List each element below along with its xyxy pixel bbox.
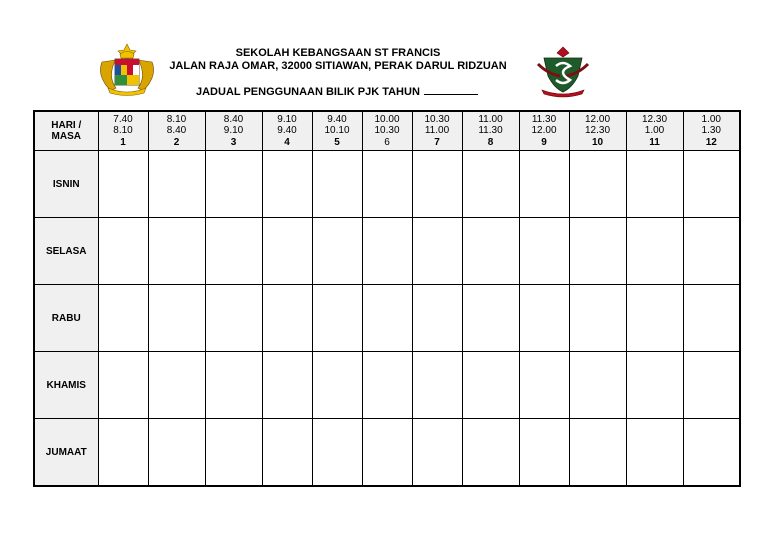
period-end-time: 11.00 [424, 125, 450, 137]
schedule-cell[interactable] [262, 352, 312, 419]
period-end-time: 10.10 [324, 125, 350, 137]
period-start-time: 9.10 [277, 113, 297, 125]
schedule-cell[interactable] [262, 218, 312, 285]
day-time-corner-cell [34, 111, 98, 151]
period-start-time: 11.30 [531, 113, 557, 125]
schedule-cell[interactable] [569, 352, 626, 419]
schedule-cell[interactable] [519, 151, 569, 218]
period-start-time: 10.00 [374, 113, 400, 125]
schedule-cell[interactable] [569, 151, 626, 218]
schedule-cell[interactable] [569, 285, 626, 352]
period-header-11 [626, 111, 683, 151]
schedule-cell[interactable] [148, 285, 205, 352]
schedule-cell[interactable] [98, 352, 148, 419]
schedule-cell[interactable] [462, 352, 519, 419]
schedule-cell[interactable] [148, 352, 205, 419]
schedule-cell[interactable] [205, 218, 262, 285]
schedule-cell[interactable] [519, 218, 569, 285]
schedule-cell[interactable] [462, 419, 519, 486]
schedule-cell[interactable] [98, 285, 148, 352]
period-start-time: 8.40 [223, 113, 244, 125]
timetable [33, 110, 741, 487]
schedule-cell[interactable] [205, 419, 262, 486]
corner-label-line2: MASA [51, 131, 81, 142]
school-crest-icon [534, 44, 592, 100]
schedule-cell[interactable] [205, 151, 262, 218]
day-label: JUMAAT [34, 419, 98, 486]
period-number: 12 [705, 136, 717, 148]
period-end-time: 8.10 [113, 125, 133, 137]
period-header-12 [683, 111, 740, 151]
schedule-cell[interactable] [262, 419, 312, 486]
schedule-cell[interactable] [98, 419, 148, 486]
schedule-cell[interactable] [626, 352, 683, 419]
period-number: 2 [173, 136, 180, 148]
period-start-time: 9.40 [327, 113, 347, 125]
schedule-cell[interactable] [205, 285, 262, 352]
school-name: SEKOLAH KEBANGSAAN ST FRANCIS [235, 47, 441, 59]
day-row [34, 218, 740, 285]
schedule-cell[interactable] [312, 151, 362, 218]
corner-label-line1: HARI / [51, 119, 82, 131]
period-number: 11 [649, 136, 660, 148]
document-title [196, 85, 496, 99]
day-row [34, 151, 740, 218]
period-end-time: 1.30 [701, 125, 721, 137]
schedule-cell[interactable] [148, 419, 205, 486]
year-blank-line [424, 85, 478, 95]
schedule-cell[interactable] [519, 285, 569, 352]
document-header [0, 0, 768, 110]
schedule-cell[interactable] [683, 151, 740, 218]
period-number: 4 [284, 136, 290, 148]
schedule-cell[interactable] [519, 352, 569, 419]
day-row [34, 285, 740, 352]
period-number: 5 [334, 136, 340, 148]
document-title-text: JADUAL PENGGUNAAN BILIK PJK TAHUN [196, 86, 420, 98]
period-start-time: 10.30 [424, 113, 450, 125]
period-number: 7 [434, 136, 440, 148]
schedule-cell[interactable] [362, 285, 412, 352]
schedule-cell[interactable] [312, 218, 362, 285]
period-start-time: 11.00 [478, 113, 503, 125]
period-header-2 [148, 111, 205, 151]
schedule-cell[interactable] [98, 151, 148, 218]
schedule-cell[interactable] [362, 151, 412, 218]
schedule-cell[interactable] [683, 419, 740, 486]
schedule-cell[interactable] [312, 352, 362, 419]
schedule-cell[interactable] [569, 419, 626, 486]
schedule-cell[interactable] [626, 419, 683, 486]
day-label: ISNIN [34, 151, 98, 218]
schedule-cell[interactable] [519, 419, 569, 486]
schedule-cell[interactable] [205, 352, 262, 419]
period-header-8 [462, 111, 519, 151]
schedule-cell[interactable] [312, 285, 362, 352]
period-end-time: 8.40 [166, 125, 187, 137]
schedule-cell[interactable] [626, 285, 683, 352]
period-header-row [34, 111, 740, 151]
period-start-time: 1.00 [701, 113, 721, 125]
timetable-body [34, 151, 740, 487]
period-header-9 [519, 111, 569, 151]
period-number: 1 [120, 136, 126, 148]
schedule-cell[interactable] [148, 218, 205, 285]
period-header-6 [362, 111, 412, 151]
schedule-cell[interactable] [412, 218, 462, 285]
period-number: 3 [230, 136, 237, 148]
period-end-time: 9.40 [277, 125, 297, 137]
period-start-time: 8.10 [166, 113, 187, 125]
period-header-5 [312, 111, 362, 151]
schedule-cell[interactable] [148, 151, 205, 218]
school-address: JALAN RAJA OMAR, 32000 SITIAWAN, PERAK DARUL RIDZUAN [169, 60, 507, 72]
period-end-time: 12.00 [531, 125, 557, 137]
day-label: SELASA [34, 218, 98, 285]
schedule-cell[interactable] [569, 218, 626, 285]
schedule-cell[interactable] [412, 352, 462, 419]
period-end-time: 12.30 [584, 125, 611, 137]
period-start-time: 7.40 [113, 113, 133, 125]
schedule-cell[interactable] [412, 285, 462, 352]
period-number: 8 [487, 136, 494, 148]
schedule-cell[interactable] [462, 151, 519, 218]
schedule-cell[interactable] [462, 218, 519, 285]
period-header-3 [205, 111, 262, 151]
period-number: 9 [541, 136, 547, 148]
schedule-cell[interactable] [462, 285, 519, 352]
period-number: 6 [384, 136, 390, 148]
schedule-cell[interactable] [412, 151, 462, 218]
period-start-time: 12.00 [584, 113, 611, 125]
schedule-cell[interactable] [362, 218, 412, 285]
schedule-cell[interactable] [362, 352, 412, 419]
day-label: RABU [34, 285, 98, 352]
schedule-cell[interactable] [683, 285, 740, 352]
schedule-cell[interactable] [362, 419, 412, 486]
schedule-cell[interactable] [683, 352, 740, 419]
period-end-time: 10.30 [374, 125, 400, 137]
period-header-1 [98, 111, 148, 151]
day-row [34, 419, 740, 486]
schedule-cell[interactable] [412, 419, 462, 486]
schedule-cell[interactable] [98, 218, 148, 285]
schedule-cell[interactable] [626, 151, 683, 218]
schedule-cell[interactable] [626, 218, 683, 285]
day-row [34, 352, 740, 419]
period-end-time: 1.00 [644, 125, 665, 137]
period-header-10 [569, 111, 626, 151]
period-end-time: 9.10 [223, 125, 244, 137]
schedule-cell[interactable] [683, 218, 740, 285]
schedule-cell[interactable] [262, 151, 312, 218]
timetable-header [34, 111, 740, 151]
period-start-time: 12.30 [641, 113, 668, 125]
period-number: 10 [591, 136, 604, 148]
period-end-time: 11.30 [478, 125, 503, 137]
schedule-cell[interactable] [312, 419, 362, 486]
period-header-7 [412, 111, 462, 151]
schedule-cell[interactable] [262, 285, 312, 352]
day-label: KHAMIS [34, 352, 98, 419]
period-header-4 [262, 111, 312, 151]
